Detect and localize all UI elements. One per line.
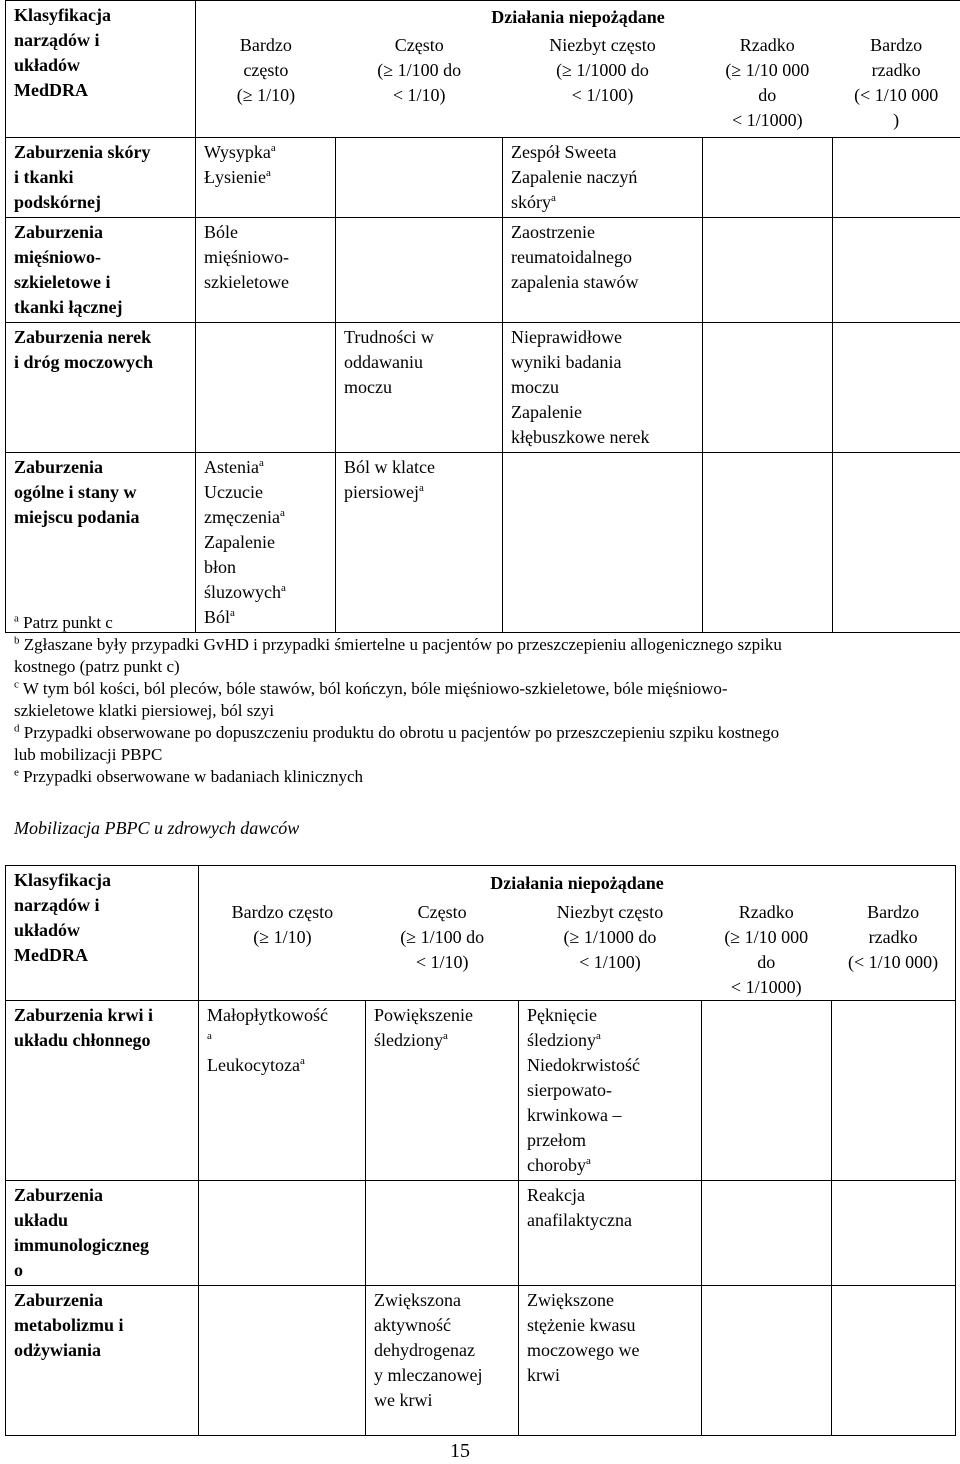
header-line: Często (394, 35, 444, 55)
header-soc (6, 866, 199, 1001)
header-line: (≥ 1/10) (253, 927, 312, 947)
reaction-line: Niedokrwistość (527, 1055, 640, 1075)
uncommon-cell (503, 138, 703, 218)
reaction-line: błon (204, 557, 237, 577)
footnote-ref: a (551, 192, 556, 204)
header-line: (≥ 1/1000 do (563, 927, 657, 947)
header-very-rare (832, 33, 960, 133)
very-common-cell (196, 218, 336, 323)
table2-body (6, 1001, 956, 1436)
footnote-text: Patrz punkt c (18, 613, 113, 632)
footnote-text: Zgłaszane były przypadki GvHD i przypadki śmiertelne u pacjentów po przeszczepieniu allogenicznego szpiku (19, 635, 782, 654)
soc-line: podskórnej (14, 192, 102, 212)
reaction-line: wyniki badania (511, 352, 622, 372)
reaction-line: Zapalenie (204, 532, 275, 552)
soc-line: i tkanki (14, 167, 74, 187)
section-subtitle: Mobilizacja PBPC u zdrowych dawców (14, 818, 300, 838)
reaction-line: Reakcja (527, 1185, 585, 1205)
header-line: MedDRA (14, 80, 88, 100)
reaction-line: Zapalenie naczyń (511, 167, 638, 187)
table-row (6, 323, 960, 453)
header-common (336, 33, 503, 133)
soc-line: Zaburzenia (14, 457, 104, 477)
reaction-line: Zapalenie (511, 402, 582, 422)
footnote (14, 722, 914, 766)
soc-line: Zaburzenia (14, 1290, 104, 1310)
header-line: często (243, 60, 289, 80)
header-soc (6, 1, 196, 138)
reaction-line: aktywność (374, 1315, 451, 1335)
header-line: (≥ 1/100 do (377, 60, 462, 80)
uncommon-cell (519, 1286, 702, 1436)
soc-cell (6, 323, 196, 453)
reaction-line: moczu (344, 377, 392, 397)
header-very-rare (831, 900, 955, 1000)
uncommon-cell (519, 1001, 702, 1181)
reaction-line: piersiowej$^a$ (344, 482, 424, 502)
footnotes (14, 612, 914, 788)
footnote-ref: a (418, 482, 424, 494)
uncommon-cell (519, 1181, 702, 1286)
soc-line: ogólne i stany w (14, 482, 137, 502)
header-line: Rzadko (739, 35, 795, 55)
very-rare-cell (832, 1181, 956, 1286)
footnote-mark: c (14, 678, 19, 691)
header-line: < 1/10) (415, 952, 469, 972)
header-very-common (199, 900, 366, 1000)
header-line: < 1/100) (571, 85, 634, 105)
footnote-mark: e (14, 766, 19, 779)
footnote-ref: a (230, 607, 235, 619)
footnote-ref: a (279, 507, 285, 519)
reaction-line: krwi (527, 1365, 560, 1385)
very-common-cell (199, 1286, 366, 1436)
reaction-line: moczu (511, 377, 559, 397)
rare-cell (703, 138, 833, 218)
footnote-mark: b (14, 634, 20, 647)
header-group: Działania niepożądane (490, 873, 664, 893)
header-line: Bardzo często (231, 902, 334, 922)
header-line: (≥ 1/1000 do (556, 60, 649, 80)
very-rare-cell (832, 1001, 956, 1181)
header-line: Klasyfikacja (14, 5, 111, 25)
rare-cell (702, 1001, 832, 1181)
header-uncommon (519, 900, 702, 1000)
soc-cell (6, 218, 196, 323)
header-line: Niezbyt często (549, 35, 656, 55)
header-line: (≥ 1/10) (236, 85, 296, 105)
reaction-line: choroby$^a$ (527, 1155, 591, 1175)
adverse-reactions-table-1 (5, 0, 960, 633)
rare-cell (703, 323, 833, 453)
footnote-ref: a (299, 1055, 305, 1067)
soc-line: układu (14, 1210, 69, 1230)
reaction-line: przełom (527, 1130, 586, 1150)
reaction-line: reumatoidalnego (511, 247, 632, 267)
footnote-ref: a (207, 1030, 212, 1042)
reaction-line: sierpowato- (527, 1080, 612, 1100)
reaction-line (207, 1028, 359, 1053)
table-row (6, 1286, 956, 1436)
soc-cell (6, 138, 196, 218)
reaction-line: śledziony$^a$ (374, 1030, 448, 1050)
soc-line: odżywiania (14, 1340, 102, 1360)
soc-line: Zaburzenia krwi i (14, 1005, 154, 1025)
footnote-ref: a (258, 457, 264, 469)
footnote-ref: a (270, 142, 276, 154)
rare-cell (703, 453, 833, 633)
reaction-line: moczowego we (527, 1340, 640, 1360)
reaction-line: Bóle (204, 222, 238, 242)
reaction-line: Astenia$^a$ (204, 457, 264, 477)
page-number: 15 (450, 1440, 470, 1462)
reaction-line: Wysypka$^a$ (204, 142, 276, 162)
header-line: rzadko (868, 927, 918, 947)
reaction-line: we krwi (374, 1390, 433, 1410)
reaction-line: skóry$^a$ (511, 192, 556, 212)
reaction-line: Trudności w (344, 327, 434, 347)
soc-line: mięśniowo- (14, 247, 101, 267)
footnote-text: W tym ból kości, ból pleców, bóle stawów, ból kończyn, bóle mięśniowo-szkieletowe, bóle mięśniowo- (18, 679, 728, 698)
footnote-text: Przypadki obserwowane w badaniach klinicznych (18, 767, 364, 786)
soc-line: szkieletowe i (14, 272, 111, 292)
table-row (6, 218, 960, 323)
footnote (14, 766, 914, 788)
soc-line: tkanki łącznej (14, 297, 123, 317)
very-common-cell (196, 453, 336, 633)
soc-cell (6, 1181, 199, 1286)
very-rare-cell (832, 1286, 956, 1436)
common-cell (336, 138, 503, 218)
footnote-ref: a (596, 1030, 601, 1042)
soc-line: i dróg moczowych (14, 352, 153, 372)
reaction-line: kłębuszkowe nerek (511, 427, 650, 447)
header-line: Klasyfikacja (14, 870, 111, 890)
very-common-cell (199, 1181, 366, 1286)
header-rare (701, 900, 831, 1000)
soc-line: Zaburzenia (14, 1185, 104, 1205)
header-line: Rzadko (738, 902, 794, 922)
rare-cell (702, 1286, 832, 1436)
common-cell (336, 453, 503, 633)
reaction-line: stężenie kwasu (527, 1315, 636, 1335)
reaction-line: anafilaktyczna (527, 1210, 632, 1230)
footnote (14, 678, 914, 722)
table-row (6, 1181, 956, 1286)
footnote-ref: a (280, 582, 286, 594)
table-row (6, 1001, 956, 1181)
footnote-mark: a (14, 612, 19, 625)
reaction-line: Ból w klatce (344, 457, 435, 477)
footnote-ref: a (265, 167, 271, 179)
header-line: Często (417, 902, 467, 922)
reaction-line: y mleczanowej (374, 1365, 483, 1385)
reaction-line: Pęknięcie (527, 1005, 597, 1025)
header-line: Bardzo (239, 35, 292, 55)
header-group-cell (199, 866, 956, 1001)
header-line: ) (893, 110, 900, 130)
footnote-text: kostnego (patrz punkt c) (14, 657, 180, 676)
very-rare-cell (833, 218, 960, 323)
header-line: narządów i (14, 30, 100, 50)
reaction-line: Ból$^a$ (204, 607, 235, 627)
header-common (366, 900, 519, 1000)
footnote (14, 612, 914, 634)
footnote (14, 634, 914, 678)
soc-line: o (14, 1260, 23, 1280)
header-line: MedDRA (14, 945, 88, 965)
common-cell (366, 1181, 519, 1286)
soc-cell (6, 453, 196, 633)
soc-line: metabolizmu i (14, 1315, 124, 1335)
very-common-cell (199, 1001, 366, 1181)
header-line: (< 1/10 000) (848, 952, 939, 972)
reaction-line: Zwiększona (374, 1290, 461, 1310)
very-common-cell (196, 323, 336, 453)
soc-line: układu chłonnego (14, 1030, 151, 1050)
reaction-line: śluzowych$^a$ (204, 582, 286, 602)
reaction-line: Nieprawidłowe (511, 327, 622, 347)
reaction-line: dehydrogenaz (374, 1340, 475, 1360)
table1-body (6, 138, 960, 633)
common-cell (366, 1286, 519, 1436)
soc-line: immunologiczneg (14, 1235, 149, 1255)
very-rare-cell (833, 323, 960, 453)
soc-cell (6, 1286, 199, 1436)
common-cell (336, 218, 503, 323)
reaction-line: Zaostrzenie (511, 222, 595, 242)
common-cell (336, 323, 503, 453)
reaction-line: zapalenia stawów (511, 272, 639, 292)
header-line: układów (14, 920, 81, 940)
header-line: do (758, 85, 777, 105)
soc-line: Zaburzenia (14, 222, 104, 242)
header-line: < 1/1000) (731, 110, 803, 130)
header-group: Działania niepożądane (491, 7, 665, 27)
header-line: < 1/1000) (730, 977, 802, 997)
header-line: (< 1/10 000 (854, 85, 939, 105)
reaction-line: Leukocytoza$^a$ (207, 1055, 305, 1075)
reaction-line: szkieletowe (204, 272, 289, 292)
footnote-ref: a (585, 1155, 591, 1167)
uncommon-cell (503, 218, 703, 323)
header-line: (≥ 1/100 do (400, 927, 485, 947)
uncommon-cell (503, 323, 703, 453)
very-rare-cell (833, 453, 960, 633)
rare-cell (702, 1181, 832, 1286)
table-row (6, 138, 960, 218)
reaction-line: Zespół Sweeta (511, 142, 617, 162)
header-line: (≥ 1/10 000 (724, 927, 809, 947)
table-row (6, 453, 960, 633)
header-line: Bardzo (870, 35, 923, 55)
header-line: Bardzo (867, 902, 920, 922)
header-line: układów (14, 55, 81, 75)
soc-cell (6, 1001, 199, 1181)
uncommon-cell (503, 453, 703, 633)
header-line: (≥ 1/10 000 (725, 60, 810, 80)
reaction-line: zmęczenia$^a$ (204, 507, 285, 527)
reaction-line: Zwiększone (527, 1290, 614, 1310)
reaction-line: Łysienie$^a$ (204, 167, 271, 187)
footnote-text: lub mobilizacji PBPC (14, 745, 163, 764)
reaction-line: krwinkowa – (527, 1105, 622, 1125)
header-line: < 1/100) (579, 952, 641, 972)
header-line: do (757, 952, 776, 972)
very-common-cell (196, 138, 336, 218)
header-line: Niezbyt często (556, 902, 664, 922)
header-group-cell (196, 1, 960, 138)
reaction-line: śledziony$^a$ (527, 1030, 601, 1050)
header-line: < 1/10) (392, 85, 446, 105)
header-very-common (196, 33, 336, 133)
footnote-ref: a (443, 1030, 448, 1042)
reaction-line: Uczucie (204, 482, 263, 502)
header-line: narządów i (14, 895, 100, 915)
footnote-text: Przypadki obserwowane po dopuszczeniu produktu do obrotu u pacjentów po przeszczepieniu szpiku kostnego (19, 723, 780, 742)
reaction-line: Małopłytkowość (207, 1005, 328, 1025)
soc-line: Zaburzenia skóry (14, 142, 151, 162)
common-cell (366, 1001, 519, 1181)
footnote-text: szkieletowe klatki piersiowej, ból szyi (14, 701, 275, 720)
soc-line: Zaburzenia nerek (14, 327, 152, 347)
soc-line: miejscu podania (14, 507, 140, 527)
very-rare-cell (833, 138, 960, 218)
header-rare (702, 33, 832, 133)
header-line: rzadko (871, 60, 921, 80)
header-uncommon (503, 33, 703, 133)
reaction-line: oddawaniu (344, 352, 423, 372)
reaction-line: mięśniowo- (204, 247, 289, 267)
adverse-reactions-table-2 (5, 865, 956, 1436)
footnote-mark: d (14, 722, 20, 735)
rare-cell (703, 218, 833, 323)
reaction-line: Powiększenie (374, 1005, 473, 1025)
